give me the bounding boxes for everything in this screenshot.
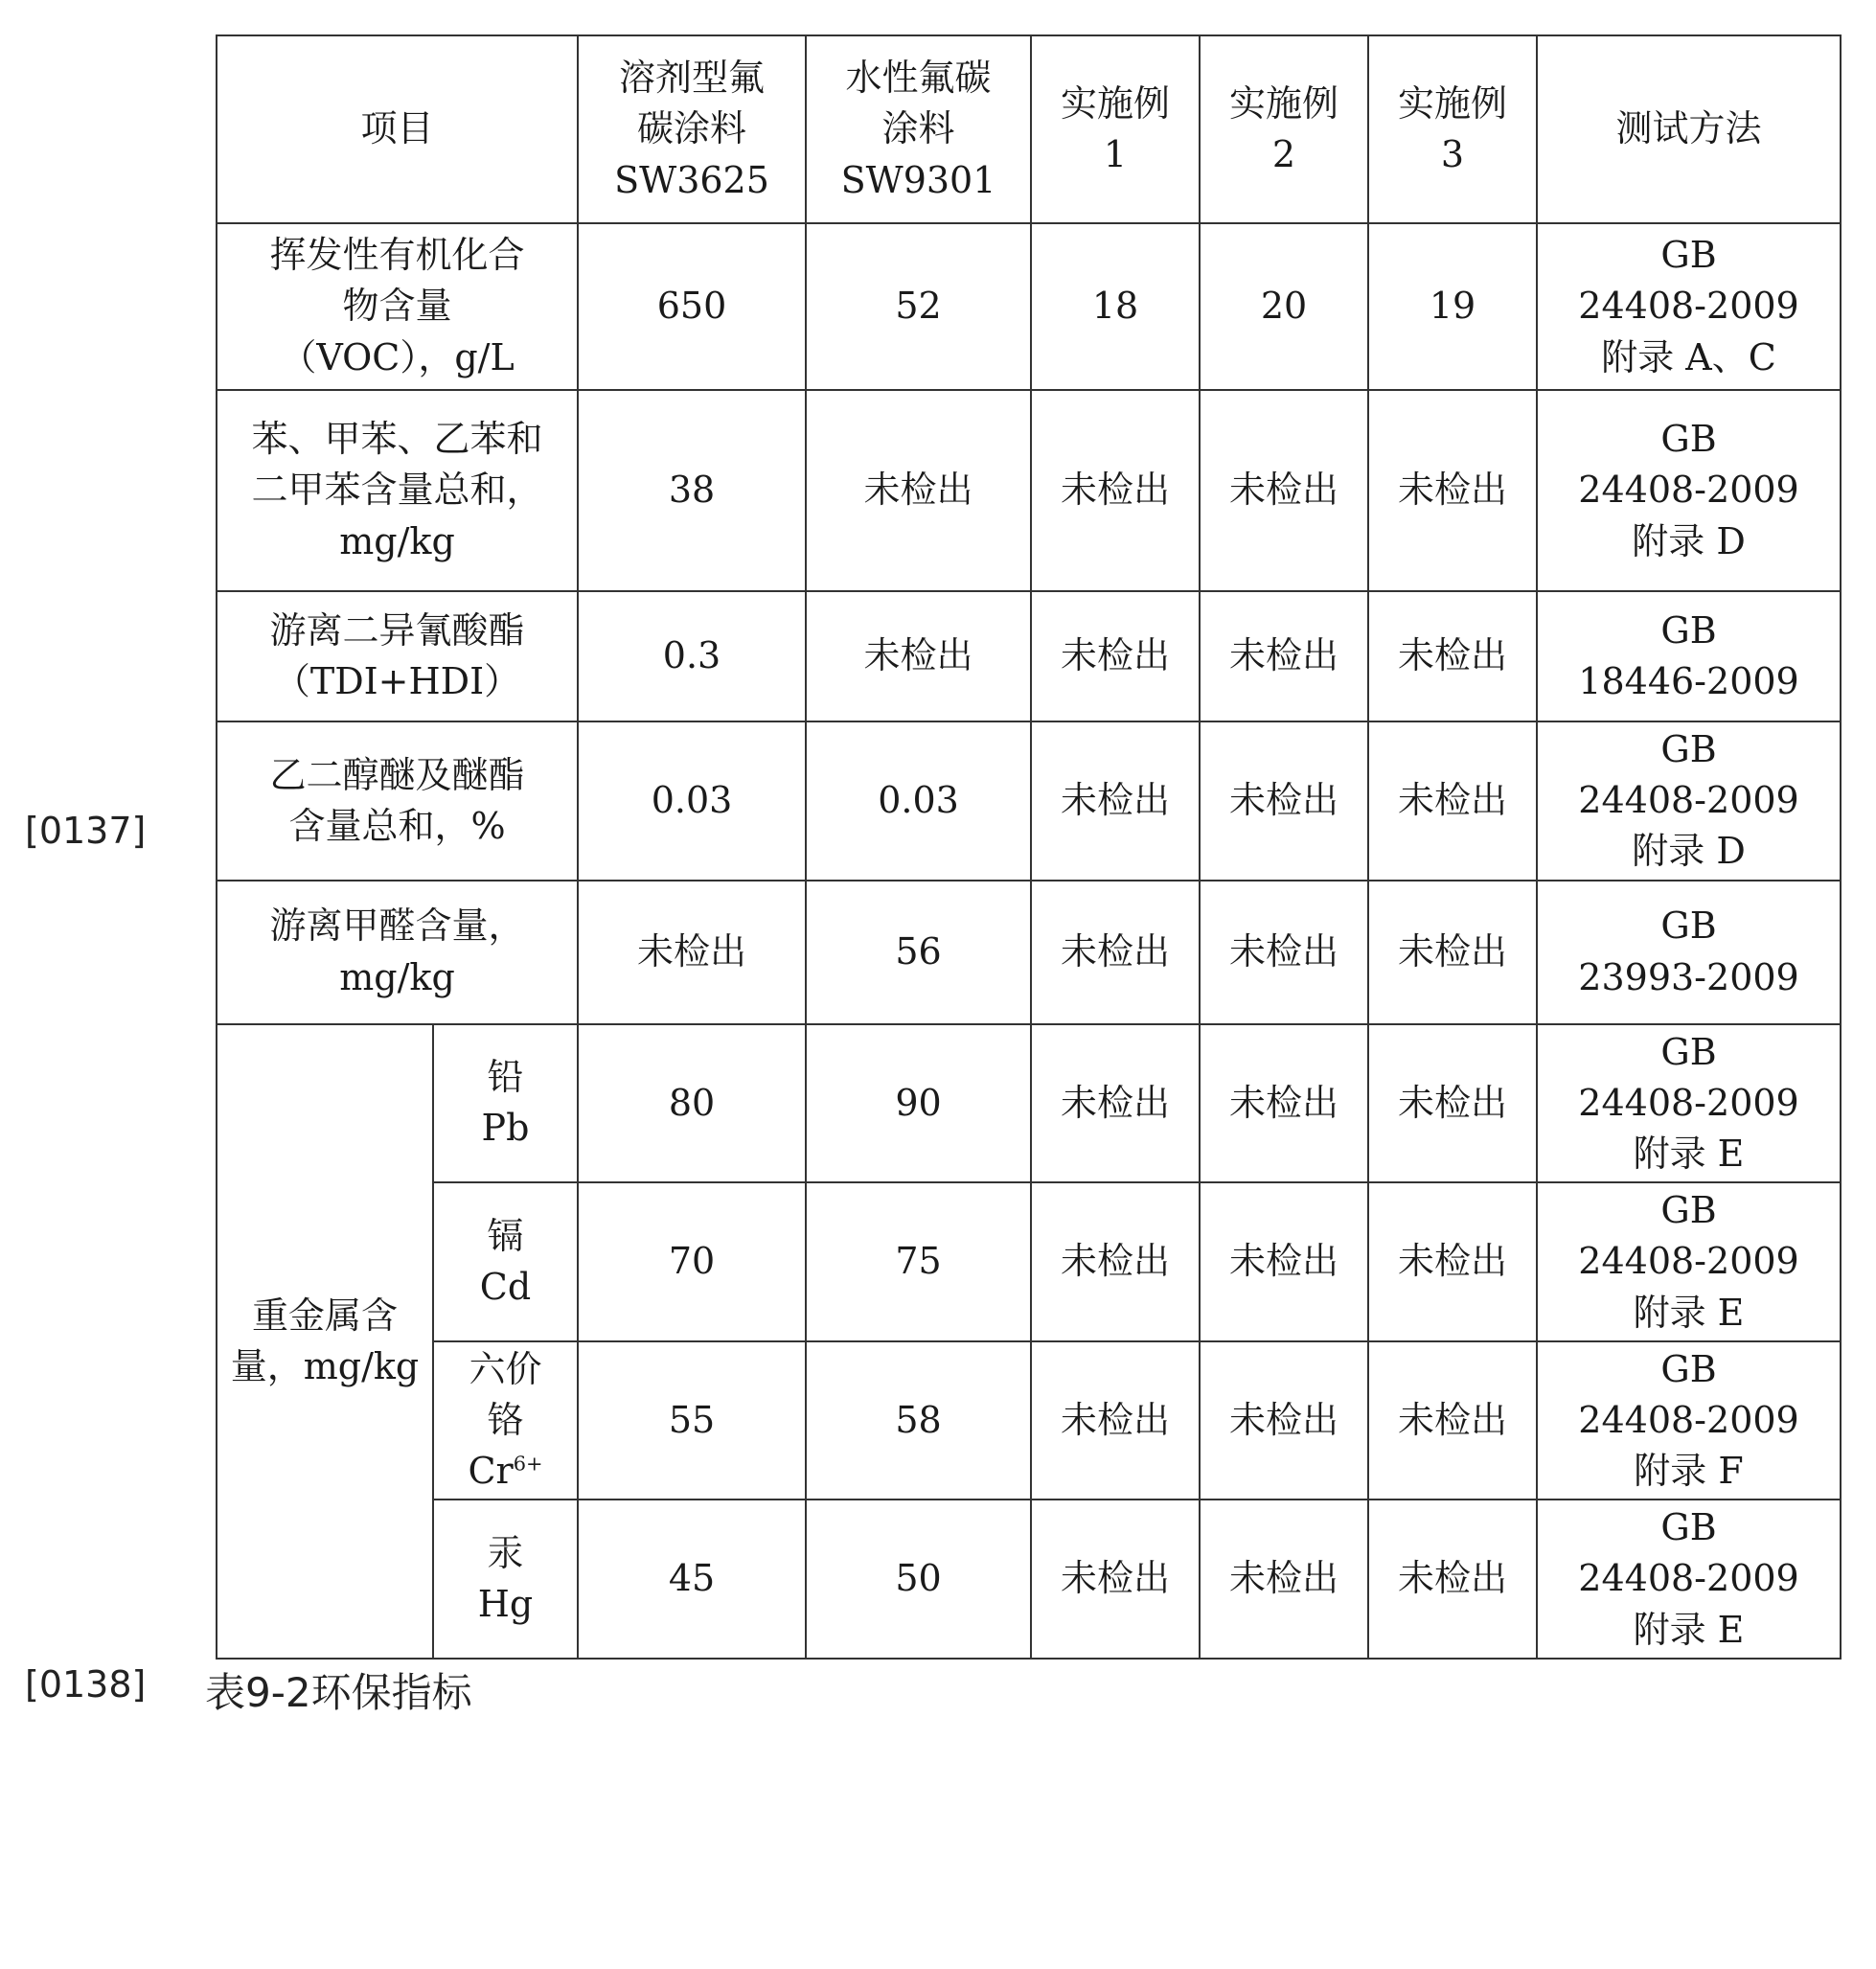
header-example-2: 实施例 2 <box>1200 35 1368 223</box>
element-text: 六价 铬 Cr <box>468 1347 542 1493</box>
method-cell: GB 24408-2009 附录 E <box>1537 1500 1841 1659</box>
header-example-1: 实施例 1 <box>1031 35 1200 223</box>
value-cell: 56 <box>806 881 1031 1024</box>
value-cell: 52 <box>806 223 1031 390</box>
value-cell: 未检出 <box>1031 1024 1200 1183</box>
value-cell: 未检出 <box>1031 721 1200 881</box>
value-cell: 未检出 <box>1368 721 1537 881</box>
value-cell: 未检出 <box>1200 1500 1368 1659</box>
item-cell: 游离二异氰酸酯 （TDI+HDI） <box>217 591 578 721</box>
method-cell: GB 24408-2009 附录 E <box>1537 1182 1841 1341</box>
item-cell: 苯、甲苯、乙苯和 二甲苯含量总和， mg/kg <box>217 390 578 591</box>
value-cell: 未检出 <box>1031 390 1200 591</box>
method-cell: GB 24408-2009 附录 E <box>1537 1024 1841 1183</box>
value-cell: 38 <box>578 390 806 591</box>
item-cell: 游离甲醛含量， mg/kg <box>217 881 578 1024</box>
value-cell: 未检出 <box>1031 591 1200 721</box>
element-cell <box>433 1341 578 1500</box>
table-row <box>217 881 1841 1024</box>
item-cell: 挥发性有机化合 物含量 （VOC），g/L <box>217 223 578 390</box>
value-cell: 未检出 <box>1368 1341 1537 1500</box>
value-cell: 未检出 <box>1368 1182 1537 1341</box>
value-cell: 70 <box>578 1182 806 1341</box>
value-cell: 未检出 <box>1368 881 1537 1024</box>
header-test-method: 测试方法 <box>1537 35 1841 223</box>
value-cell: 0.3 <box>578 591 806 721</box>
value-cell: 未检出 <box>1200 390 1368 591</box>
method-cell: GB 24408-2009 附录 A、C <box>1537 223 1841 390</box>
table-row <box>217 721 1841 881</box>
value-cell: 未检出 <box>1200 721 1368 881</box>
table-row <box>217 390 1841 591</box>
table-row <box>217 1500 1841 1659</box>
table-row <box>217 1341 1841 1500</box>
paragraph-number: [0138] <box>25 1663 147 1706</box>
value-cell: 未检出 <box>1200 1182 1368 1341</box>
element-cell: 汞 Hg <box>433 1500 578 1659</box>
table-row <box>217 1024 1841 1183</box>
value-cell: 50 <box>806 1500 1031 1659</box>
method-cell: GB 23993-2009 <box>1537 881 1841 1024</box>
value-cell: 未检出 <box>806 390 1031 591</box>
value-cell: 18 <box>1031 223 1200 390</box>
value-cell: 0.03 <box>806 721 1031 881</box>
value-cell: 未检出 <box>1031 1182 1200 1341</box>
paragraph-number: [0137] <box>25 810 147 852</box>
table-row <box>217 223 1841 390</box>
value-cell: 90 <box>806 1024 1031 1183</box>
method-cell: GB 24408-2009 附录 F <box>1537 1341 1841 1500</box>
value-cell: 未检出 <box>1368 390 1537 591</box>
value-cell: 19 <box>1368 223 1537 390</box>
value-cell: 58 <box>806 1341 1031 1500</box>
value-cell: 未检出 <box>1368 1500 1537 1659</box>
value-cell: 未检出 <box>578 881 806 1024</box>
heavy-metals-label: 重金属含 量，mg/kg <box>217 1024 433 1659</box>
value-cell: 未检出 <box>1200 1341 1368 1500</box>
value-cell: 未检出 <box>806 591 1031 721</box>
value-cell: 未检出 <box>1031 881 1200 1024</box>
method-cell: GB 24408-2009 附录 D <box>1537 390 1841 591</box>
value-cell: 未检出 <box>1200 881 1368 1024</box>
header-sw3625: 溶剂型氟 碳涂料 SW3625 <box>578 35 806 223</box>
method-cell: GB 18446-2009 <box>1537 591 1841 721</box>
value-cell: 未检出 <box>1031 1341 1200 1500</box>
value-cell: 0.03 <box>578 721 806 881</box>
table-row <box>217 591 1841 721</box>
environmental-indicators-table <box>216 34 1842 1660</box>
table-row <box>217 1182 1841 1341</box>
value-cell: 75 <box>806 1182 1031 1341</box>
value-cell: 55 <box>578 1341 806 1500</box>
value-cell: 80 <box>578 1024 806 1183</box>
value-cell: 未检出 <box>1368 591 1537 721</box>
table-caption: 表9-2环保指标 <box>205 1669 472 1716</box>
method-cell: GB 24408-2009 附录 D <box>1537 721 1841 881</box>
value-cell: 未检出 <box>1200 591 1368 721</box>
value-cell: 未检出 <box>1200 1024 1368 1183</box>
element-superscript: 6+ <box>513 1452 543 1476</box>
element-cell: 镉 Cd <box>433 1182 578 1341</box>
header-sw9301: 水性氟碳 涂料 SW9301 <box>806 35 1031 223</box>
value-cell: 650 <box>578 223 806 390</box>
value-cell: 20 <box>1200 223 1368 390</box>
element-cell: 铅 Pb <box>433 1024 578 1183</box>
header-item: 项目 <box>217 35 578 223</box>
header-row <box>217 35 1841 223</box>
header-example-3: 实施例 3 <box>1368 35 1537 223</box>
item-cell: 乙二醇醚及醚酯 含量总和，% <box>217 721 578 881</box>
value-cell: 45 <box>578 1500 806 1659</box>
value-cell: 未检出 <box>1031 1500 1200 1659</box>
value-cell: 未检出 <box>1368 1024 1537 1183</box>
